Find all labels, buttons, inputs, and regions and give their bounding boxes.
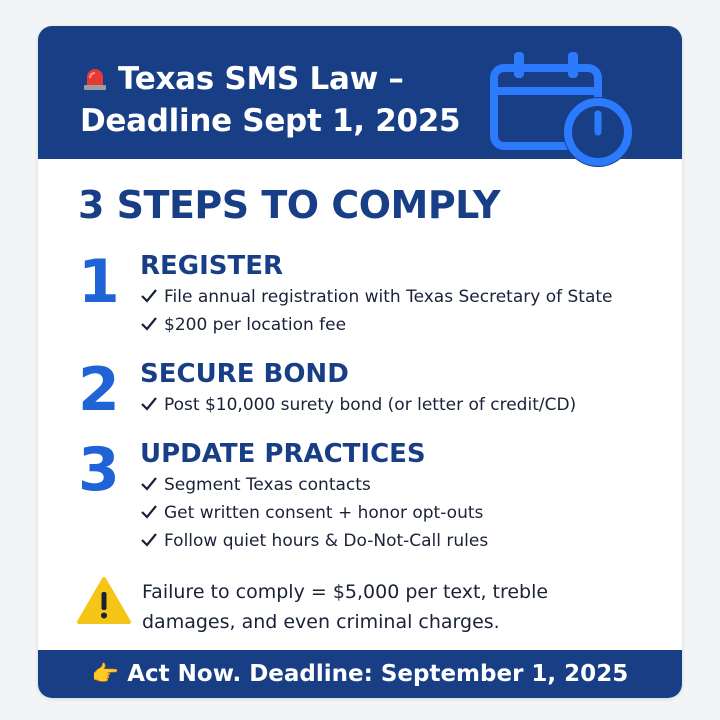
warning-icon — [76, 576, 132, 626]
warning-line-1: Failure to comply = $5,000 per text, treble — [142, 581, 549, 603]
list-item: Post $10,000 surety bond (or letter of credit/CD) — [140, 391, 576, 419]
infographic-card — [38, 26, 682, 698]
header-title-line1: Texas SMS Law – — [118, 61, 404, 97]
check-icon — [140, 504, 158, 520]
list-item: Follow quiet hours & Do-Not-Call rules — [140, 527, 488, 555]
footer-text: Act Now. Deadline: September 1, 2025 — [127, 661, 629, 687]
check-icon — [140, 532, 158, 548]
step-1-bullets — [140, 283, 612, 339]
steps-heading: 3 STEPS TO COMPLY — [78, 183, 500, 227]
check-icon — [140, 476, 158, 492]
list-item: Get written consent + honor opt-outs — [140, 499, 488, 527]
step-1-title: REGISTER — [140, 251, 284, 281]
step-3-bullets — [140, 471, 488, 555]
list-item: $200 per location fee — [140, 311, 612, 339]
header-banner — [38, 26, 682, 159]
step-2-title: SECURE BOND — [140, 359, 349, 389]
pointing-hand-icon: 👉 — [91, 662, 120, 687]
step-2-number: 2 — [78, 355, 120, 425]
warning-line-2: damages, and even criminal charges. — [142, 611, 500, 633]
warning-text — [142, 577, 662, 637]
check-icon — [140, 288, 158, 304]
list-item: Segment Texas contacts — [140, 471, 488, 499]
step-2-bullets — [140, 391, 576, 419]
check-icon — [140, 396, 158, 412]
list-item: File annual registration with Texas Secretary of State — [140, 283, 612, 311]
check-icon — [140, 316, 158, 332]
step-3-number: 3 — [78, 435, 120, 505]
header-title — [80, 58, 460, 142]
step-3-title: UPDATE PRACTICES — [140, 439, 426, 469]
step-1-number: 1 — [78, 247, 120, 317]
calendar-clock-icon — [486, 46, 636, 176]
header-title-line2: Deadline Sept 1, 2025 — [80, 103, 461, 139]
siren-icon — [80, 63, 110, 93]
footer-banner — [38, 650, 682, 698]
